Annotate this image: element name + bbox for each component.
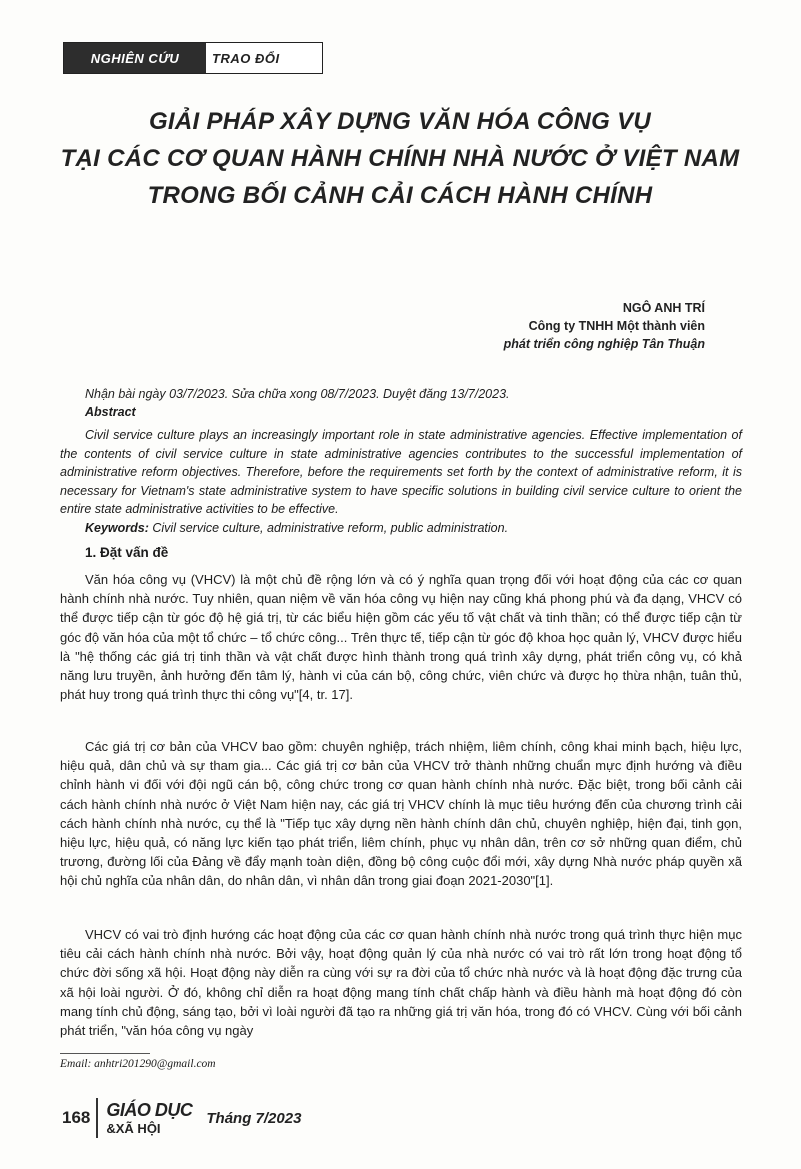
article-title (60, 103, 740, 214)
issue-date: Tháng 7/2023 (206, 1109, 302, 1127)
journal-logo (106, 1100, 192, 1136)
author-affiliation-2: phát triển công nghiệp Tân Thuận (503, 337, 705, 351)
author-affiliation-1: Công ty TNHH Một thành viên (528, 319, 705, 333)
title-line-2: TẠI CÁC CƠ QUAN HÀNH CHÍNH NHÀ NƯỚC Ở VIỆT NAM (60, 145, 740, 172)
keywords-text: Civil service culture, administrative reform, public administration. (148, 521, 509, 535)
footnote-divider (60, 1053, 150, 1054)
paragraph-2: Các giá trị cơ bản của VHCV bao gồm: chuyên nghiệp, trách nhiệm, liêm chính, công khai minh bạch, hiệu lực, hiệu quả, dân chủ và sự tham gia... Các giá trị cơ bản của VHCV trở thành những chuẩn mực định hướng và điều chỉnh hành vi đối với đội ngũ cán bộ, công chức trong cơ quan hành chính nhà nước. Đặc biệt, trong bối cảnh cải cách hành chính nhà nước ở Việt Nam hiện nay, các giá trị VHCV chính là mục tiêu hướng đến của chương trình cải cách hành chính nhà nước, cụ thể là "Tiếp tục xây dựng nền hành chính dân chủ, chuyên nghiệp, hiện đại, tinh gọn, hiệu lực, hiệu quả, có năng lực kiến tạo phát triển, liêm chính, phục vụ nhân dân, trên cơ sở những quan điểm, chủ trương, đường lối của Đảng về đẩy mạnh toàn diện, đồng bộ công cuộc đổi mới, xây dựng Nhà nước pháp quyền xã hội chủ nghĩa của nhân dân, do nhân dân, vì nhân dân trong giai đoạn 2021-2030"[1]. (60, 739, 742, 889)
page-footer (62, 1096, 301, 1140)
logo-top-text: GIÁO DỤC (106, 1100, 193, 1120)
author-email: Email: anhtri201290@gmail.com (60, 1058, 216, 1070)
submission-dates: Nhận bài ngày 03/7/2023. Sửa chữa xong 08/7/2023. Duyệt đăng 13/7/2023. (85, 387, 510, 401)
page-number: 168 (62, 1108, 91, 1127)
keywords-label: Keywords: (85, 521, 149, 535)
title-line-3: TRONG BỐI CẢNH CẢI CÁCH HÀNH CHÍNH (147, 182, 653, 209)
paragraph-1: Văn hóa công vụ (VHCV) là một chủ đề rộng lớn và có ý nghĩa quan trọng đối với hoạt động của các cơ quan hành chính nhà nước. Tuy nhiên, quan niệm về văn hóa công vụ hiện nay cũng khá phong phú và đa dạng, VHCV có thể được tiếp cận từ góc độ hệ giá trị, từ các biểu hiện gồm các yếu tố vật chất và tinh thần; có thể được tiếp cận từ góc độ văn hóa của một tổ chức – tổ chức công... Trên thực tế, tiếp cận từ góc độ khoa học quản lý, VHCV được hiểu là "hệ thống các giá trị tinh thần và vật chất được hình thành trong quá trình xây dựng, phát triển công vụ, có khả năng lưu truyền, ảnh hưởng đến tâm lý, hành vi của cán bộ, công chức, viên chức và được họ thừa nhận, tuân thủ, phát huy trong quá trình thực thi công vụ"[4, tr. 17]. (60, 572, 742, 703)
abstract-heading: Abstract (85, 405, 136, 419)
section-label-research: NGHIÊN CỨU (64, 43, 206, 73)
section-heading: 1. Đặt vấn đề (85, 545, 169, 560)
section-header-band (63, 42, 323, 74)
abstract-text: Civil service culture plays an increasingly important role in state administrative agencies. Effective implementation of the contents of civil service culture in state administrative agencies contributes to the successful implementation of administrative reform objectives. Therefore, before the requirements set forth by the context of administrative reform, it is necessary for Vietnam's state administrative system to have specific solutions in building civil service culture to orient the entire state administrative activities to be effective. (60, 428, 742, 516)
keywords (85, 521, 508, 535)
author-name: NGÔ ANH TRÍ (622, 301, 705, 315)
section-label-exchange: TRAO ĐỔI (206, 43, 322, 73)
paragraph-3: VHCV có vai trò định hướng các hoạt động của các cơ quan hành chính nhà nước trong quá trình thực hiện mục tiêu cải cách hành chính nhà nước. Bởi vậy, hoạt động quản lý của nhà nước có vai trò rất lớn trong hoạt động tổ chức đời sống xã hội. Hoạt động này diễn ra cùng với sự ra đời của tổ chức nhà nước và là hoạt động đặc trưng của xã hội loài người. Ở đó, không chỉ diễn ra hoạt động mang tính chất chấp hành và điều hành mà hoạt động đó còn mang tính chủ động, sáng tạo, bởi vì loài người đã tạo ra những giá trị văn hóa, trong đó có VHCV. Cùng với bối cảnh phát triển, "văn hóa công vụ ngày (60, 927, 742, 1039)
author-block (504, 299, 705, 353)
logo-bottom-text: &XÃ HỘI (106, 1121, 161, 1136)
title-line-1: GIẢI PHÁP XÂY DỰNG VĂN HÓA CÔNG VỤ (148, 108, 652, 135)
footer-divider (96, 1098, 98, 1138)
